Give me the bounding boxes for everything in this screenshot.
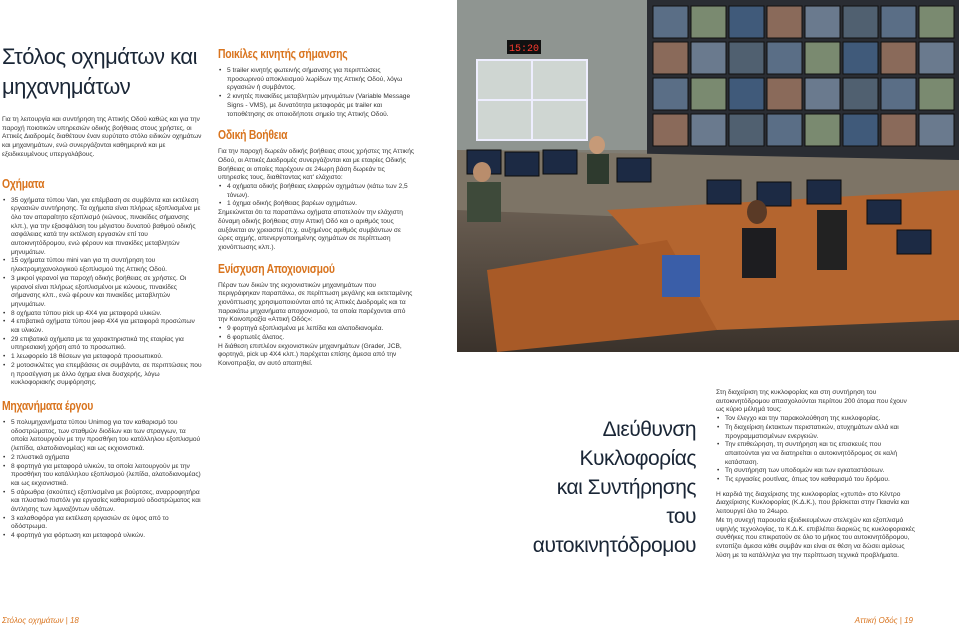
left-column bbox=[2, 42, 202, 541]
video-wall-screen bbox=[805, 42, 840, 74]
assist-heading: Οδική Βοήθεια bbox=[218, 127, 288, 143]
operator-head bbox=[589, 136, 605, 154]
list-item: • 1 λεωφορείο 18 θέσεων για μεταφορά προσωπικού. bbox=[11, 353, 202, 362]
video-wall-screen bbox=[691, 42, 726, 74]
middle-column bbox=[218, 42, 416, 369]
list-item: • 4 οχήματα οδικής βοήθειας ελαφρών οχημάτων (κάτω των 2,5 τόνων). bbox=[227, 183, 416, 200]
right-intro: Στη διαχείριση της κυκλοφορίας και στη συντήρηση του αυτοκινητόδρομου απασχολούνται περίπου 200 άτομα που έχουν ως κύριο μέλημά τους: bbox=[716, 389, 907, 414]
right-folio: Αττική Οδός | 19 bbox=[854, 616, 913, 625]
list-item: • 5 πολυμηχανήματα τύπου Unimog για τον καθαρισμό του οδοστρώματος, των σταθμών διοδίων και των στραγγων, τα οποία λειτουργούν με την προσθήκη του κατάλληλου εξοπλισμού (λεπίδα, αλατοδιανομέας) και ως εκχιονιστικά. bbox=[11, 419, 202, 454]
video-wall-screen bbox=[919, 6, 954, 38]
snow-note: Η διάθεση επιπλέον εκχιονιστικών μηχανημάτων (Grader, JCB, φορτηγά, pick up 4X4 κλπ.) παρέχεται επίσης άμεσα από την Κοινοπραξία, αν αυτό απαιτηθεί. bbox=[218, 342, 402, 367]
snow-list bbox=[218, 325, 416, 342]
list-item: • Τη διαχείριση έκτακτων περιστατικών, ατυχημάτων αλλά και προγραμματισμένων ενεργειών. bbox=[725, 424, 916, 441]
intro-paragraph: Για τη λειτουργία και συντήρηση της Αττικής Οδού καθώς και για την παροχή ποιοτικών υπηρεσιών οδικής βοήθειας στους χρήστες, οι Αττικές Διαδρομές διαθέτουν έναν ευρύτατο στόλο ειδικών οχημάτων και μηχανημάτων, ενώ συνεργάζονται καθημερινά και με εξειδικευμένους υπεργολάβους. bbox=[2, 116, 202, 158]
video-wall-screen bbox=[767, 78, 802, 110]
list-item: • 2 κινητές πινακίδες μεταβλητών μηνυμάτων (Variable Message Signs - VMS), με δυνατότητα μεταφοράς με trailer και τοποθέτησης σε οποιοδήποτε σημείο της Αττικής Οδού. bbox=[227, 93, 416, 119]
clock-digits: 15:20 bbox=[508, 44, 540, 55]
video-wall-screen bbox=[691, 78, 726, 110]
list-item: • 35 οχήματα τύπου Van, για επέμβαση σε συμβάντα και εκτέλεση εργασιών συντήρησης. Τα οχήματα είναι πλήρως εξοπλισμένα με όλο τον απαραίτητο εξοπλισμό (κώνους, πινακίδες σήμανσης κλπ.), για την εξασφάλιση του μέγιστου δυνατού βαθμού οδικής ασφάλειας κατά την εκτέλεση εργασιών επί του αυτοκινητόδρομου, ενώ φέρουν και πινακίδες μεταβλητών μηνυμάτων. bbox=[11, 197, 202, 258]
video-wall-screen bbox=[653, 78, 688, 110]
desk-monitor bbox=[617, 158, 651, 182]
snow-intro: Πέραν των δικών της εκχιονιστικών μηχανημάτων που περιγράφηκαν παραπάνω, σε περίπτωση μεγάλης και εκτεταμένης χιονόπτωσης χρησιμοποιούνται από τις Αττικές Διαδρομές και τα παρακάτω μηχανήματα αποχιονισμού, τα οποία παρέχονται από την Κοινοπραξία «Αττική Οδός»: bbox=[218, 281, 413, 324]
video-wall-screen bbox=[691, 6, 726, 38]
video-wall-screen bbox=[805, 114, 840, 146]
video-wall-screen bbox=[919, 78, 954, 110]
list-item: • 9 φορτηγά εξοπλισμένα με λεπίδα και αλατοδιανομέα. bbox=[227, 325, 416, 334]
list-item: • Τον έλεγχο και την παρακολούθηση της κυκλοφορίας. bbox=[725, 415, 916, 424]
machines-heading: Μηχανήματα έργου bbox=[2, 397, 94, 413]
list-item: • 1 όχημα οδικής βοήθειας βαρέων οχημάτων. bbox=[227, 200, 416, 209]
operator-head bbox=[747, 200, 767, 224]
desk-monitor bbox=[543, 150, 577, 174]
video-wall-screen bbox=[767, 114, 802, 146]
video-wall-screen bbox=[653, 114, 688, 146]
video-wall-screen bbox=[729, 78, 764, 110]
assist-list bbox=[218, 183, 416, 209]
video-wall-screen bbox=[805, 78, 840, 110]
video-wall-screen bbox=[767, 42, 802, 74]
blue-cabinet bbox=[662, 255, 700, 297]
signs-list bbox=[218, 67, 416, 119]
list-item: • 8 φορτηγά για μεταφορά υλικών, τα οποία λειτουργούν με την προσθήκη του κατάλληλου εξοπλισμού (λεπίδα, αλατοδιανομέας) και ως εκχιονιστικά. bbox=[11, 463, 202, 489]
control-room-photo bbox=[457, 0, 959, 352]
desk-monitor bbox=[867, 200, 901, 224]
video-wall-screen bbox=[653, 6, 688, 38]
video-wall-screen bbox=[653, 42, 688, 74]
page-title: Στόλος οχημάτων και μηχανημάτων bbox=[2, 44, 197, 99]
list-item: • 2 μοτοσικλέτες για επεμβάσεις σε συμβάντα, σε περιπτώσεις που η προσέγγιση με άλλο όχημα είναι δυσχερής, λόγω κυκλοφοριακής συμφόρησης. bbox=[11, 362, 202, 388]
computer-tower bbox=[817, 210, 847, 270]
list-item: • 4 επιβατικά οχήματα τύπου jeep 4X4 για μεταφορά προσώπων και υλικών. bbox=[11, 318, 202, 335]
video-wall-screen bbox=[919, 42, 954, 74]
video-wall-screen bbox=[843, 42, 878, 74]
vehicles-list bbox=[2, 197, 202, 388]
list-item: • Την επιθεώρηση, τη συντήρηση και τις επισκευές που απαιτούνται για να διατηρείται ο αυτοκινητόδρομος σε καλή κατάσταση. bbox=[725, 441, 916, 467]
list-item: • 8 οχήματα τύπου pick up 4X4 για μεταφορά υλικών. bbox=[11, 310, 202, 319]
control-room-illustration bbox=[457, 0, 959, 352]
section-title: Διεύθυνση Κυκλοφορίας και Συντήρησης του αυτοκινητόδρομου bbox=[532, 418, 696, 557]
video-wall-screen bbox=[729, 6, 764, 38]
video-wall-screen bbox=[843, 114, 878, 146]
list-item: • Τις εργασίες ρουτίνας, όπως τον καθαρισμό του δρόμου. bbox=[725, 476, 916, 485]
video-wall-screen bbox=[843, 78, 878, 110]
left-folio: Στόλος οχημάτων | 18 bbox=[2, 616, 79, 625]
desk-monitor bbox=[807, 180, 841, 204]
video-wall-screen bbox=[881, 114, 916, 146]
vehicles-heading: Οχήματα bbox=[2, 175, 45, 191]
list-item: • 6 φορτωτές άλατος. bbox=[227, 334, 416, 343]
machines-list bbox=[2, 419, 202, 541]
right-para-1: Η καρδιά της διαχείρισης της κυκλοφορίας «χτυπά» στο Κέντρο Διαχείρισης Κυκλοφορίας (Κ.Δ.Κ.), που βρίσκεται στην Παιανία και λειτουργεί όλο το 24ωρο. bbox=[716, 490, 910, 516]
right-column bbox=[716, 389, 916, 560]
right-para-2: Με τη συνεχή παρουσία εξειδικευμένων στελεχών και εξοπλισμό υψηλής τεχνολογίας, το Κ.Δ.Κ. επιβλέπει διαρκώς τις κυκλοφοριακές συνθήκες που επικρατούν σε όλο το μήκος του αυτοκινητόδρομου, εντοπίζει άμεσα κάθε συμβάν και είναι σε θέση να δώσει αμέσως λύση με τα κατάλληλα για την περίπτωση τεχνικά προβλήματα. bbox=[716, 516, 915, 559]
desk-monitor bbox=[505, 152, 539, 176]
snow-heading: Ενίσχυση Αποχιονισμού bbox=[218, 260, 335, 276]
video-wall-screen bbox=[881, 6, 916, 38]
video-wall-screen bbox=[843, 6, 878, 38]
video-wall-screen bbox=[881, 78, 916, 110]
list-item: • 2 πλυστικά οχήματα bbox=[11, 454, 202, 463]
video-wall-screen bbox=[767, 6, 802, 38]
list-item: • 5 trailer κινητής φωτεινής σήμανσης για περιπτώσεις προσωρινού αποκλεισμού λωρίδων της Αττικής Οδού, λόγω εργασιών ή συμβάντος. bbox=[227, 67, 416, 93]
duties-list bbox=[716, 415, 916, 485]
signs-heading: Ποικίλες κινητής σήμανσης bbox=[218, 46, 348, 61]
video-wall-screen bbox=[729, 114, 764, 146]
assist-note: Σημειώνεται ότι τα παραπάνω οχήματα αποτελούν την ελάχιστη δύναμη οδικής βοήθειας στην Αττική Οδό και ο αριθμός τους αυξάνεται αν χρειαστεί (π.χ. αυξημένος αριθμός συμβάντων σε ώρες αιχμής, απενεργοποιημένης οχημάτων σε περίπτωση χιονόπτωσης κλπ.). bbox=[218, 209, 403, 251]
list-item: • 4 φορτηγά για φόρτωση και μεταφορά υλικών. bbox=[11, 532, 202, 541]
video-wall-screen bbox=[805, 6, 840, 38]
list-item: • 3 μικροί γερανοί για παροχή οδικής βοήθειας σε χρήστες. Οι γερανοί είναι πλήρως εξοπλισμένοι με κώνους, πινακίδες σήμανσης κλπ., ενώ φέρουν και πινακίδες μεταβλητών μηνυμάτων. bbox=[11, 275, 202, 310]
video-wall-screen bbox=[881, 42, 916, 74]
list-item: • 15 οχήματα τύπου mini van για τη συντήρηση του ηλεκτρομηχανολογικού εξοπλισμού της Αττικής Οδού. bbox=[11, 257, 202, 274]
video-wall-screen bbox=[919, 114, 954, 146]
video-wall-screen bbox=[729, 42, 764, 74]
list-item: • 5 σάρωθρα (σκούπες) εξοπλισμένα με βούρτσες, αναρροφητήρα και πλυστικό πιστόλι για εργασίες καθαρισμού οδοστρώματος και άντλησης των λιμναζόντων υδάτων. bbox=[11, 489, 202, 515]
list-item: • 29 επιβατικά οχήματα με τα χαρακτηριστικά της εταιρίας για υπηρεσιακή χρήση από το προσωπικό. bbox=[11, 336, 202, 353]
list-item: • Τη συντήρηση των υποδομών και των εγκαταστάσεων. bbox=[725, 467, 916, 476]
video-wall-screen bbox=[691, 114, 726, 146]
list-item: • 3 καλαθοφόρα για εκτέλεση εργασιών σε ύψος από το οδόστρωμα. bbox=[11, 515, 202, 532]
desk-monitor bbox=[897, 230, 931, 254]
desk-monitor bbox=[707, 180, 741, 204]
assist-intro: Για την παροχή δωρεάν οδικής βοήθειας στους χρήστες της Αττικής Οδού, οι Αττικές Διαδρομές συνεργάζονται και με εταιρίες Οδικής Βοήθειας οι οποίες παρέχουν σε 24ωρη βάση δωρεάν τις υπηρεσίες τους, διαθέτοντας κατ' ελάχιστο: bbox=[218, 148, 415, 182]
